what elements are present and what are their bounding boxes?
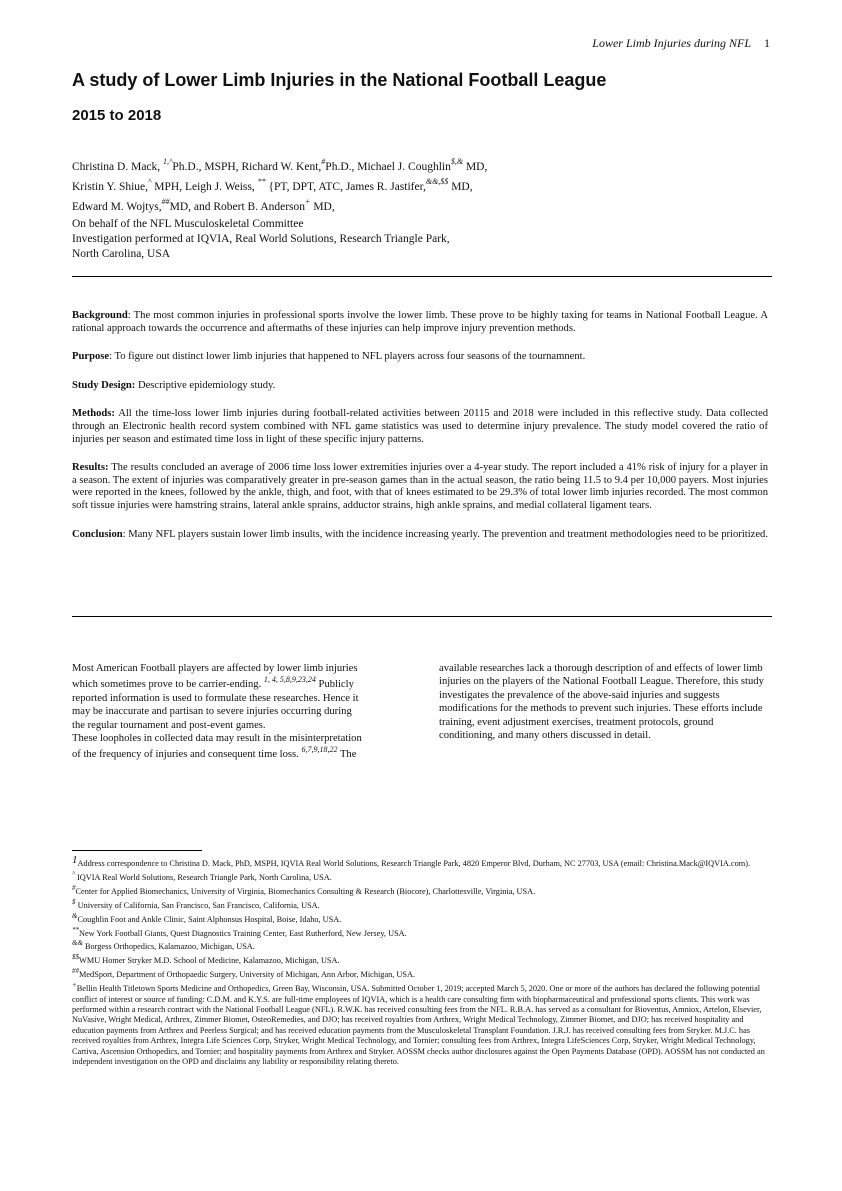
footnote-text: New York Football Giants, Quest Diagnostics Training Center, East Rutherford, New Jersey, USA. [79, 928, 407, 938]
paper-title: A study of Lower Limb Injuries in the National Football League [72, 70, 607, 90]
affiliation-mark: ## [161, 197, 170, 206]
author-degree: {PT, DPT, ATC, [268, 181, 343, 193]
author-block [72, 157, 772, 262]
footnote-mark: && [72, 939, 83, 948]
abstract-purpose [72, 351, 768, 364]
author-degree: Ph.D., [325, 161, 355, 173]
citation: 6,7,9,18,22 [301, 745, 338, 755]
footnote [72, 953, 772, 966]
body-line: reported information is used to formulate these researches. Hence it [72, 692, 359, 704]
author-name: Kristin Y. Shiue, [72, 181, 149, 193]
footnote-mark: $ [72, 897, 76, 906]
section-text: Descriptive epidemiology study. [135, 379, 276, 391]
body-column-right [439, 662, 772, 742]
author-name: Michael J. Coughlin [357, 161, 451, 173]
footnote [72, 869, 772, 883]
affiliation-mark: &&,$$ [425, 177, 449, 186]
affiliation-mark: ** [257, 177, 266, 186]
abstract-conclusion [72, 529, 768, 542]
body-line: Most American Football players are affected by lower limb injuries [72, 663, 358, 674]
author-name: Leigh J. Weiss, [184, 181, 255, 193]
footnote-text: Borgess Orthopedics, Kalamazoo, Michigan, USA. [82, 942, 255, 952]
affiliation-mark: ^ [148, 177, 152, 186]
section-label: Conclusion [72, 528, 123, 540]
footnote-text: Bellin Health Titletown Sports Medicine and Orthopedics, Green Bay, Wisconsin, USA. Submitted October 1, 2019; accepted March 5, 2020. One or more of the authors has declared the following potential conflict of interest or source of funding: C.D.M. and K.Y.S. are full-time employees of IQVIA, which is a health care consulting firm with biopharmaceutical and professional sports clients. This work was performed within a research contract with the National Football League (NFL). R.W.K. has received consulting fees from the NFL. R.B.A. has served as a consultant for Bioventus, Amniox, Artelon, Elsevier, NuVasive, Wright Medical, Arthrex, Zimmer Biomet, OsteoRemedies, and DJO; has received royalties from Arthrex, Wright Medical Technology, Zimmer Biomet, and DJO; has received hospitality and education payments from Arthrex and Peerless Surgical; and has received education payments from the Musculoskeletal Transplant Foundation. J.R.J. has received consulting fees from Stryker. M.J.C. has received royalties from Arthrex, Integra Life Sciences Corp, Stryker, Wright Medical Technology, and Tornier; consulting fees from Arthrex, Integra LifeSciences Corp, Stryker, Wright Medical Technology, Cartiva, Ascension Orthopedics, and Tornier; and hospitality payments from Arthrex and Stryker. AOSSM checks author disclosures against the Open Payments Database (OPD). AOSSM has not conducted an independent investigation on the OPD and disclaims any liability or responsibility relating thereto. [72, 984, 765, 1066]
author-line-3 [72, 197, 772, 217]
footnote-text: IQVIA Real World Solutions, Research Triangle Park, North Carolina, USA. [74, 872, 332, 882]
body-line: may be inaccurate and partisan to severe injuries occurring during [72, 706, 352, 718]
citation: 1, 4, 5,8,9,23,24 [263, 675, 316, 685]
footnote-mark: + [72, 981, 77, 990]
author-name: James R. Jastifer, [345, 181, 426, 193]
author-name: Richard W. Kent, [241, 161, 322, 173]
section-text: : Many NFL players sustain lower limb insults, with the incidence increasing yearly. The prevention and treatment methodologies need to be prioritized. [122, 528, 769, 540]
author-degree: MD, [313, 201, 335, 213]
body-text: which sometimes prove to be carrier-ending. [72, 679, 262, 691]
footnote [72, 897, 772, 911]
section-label: Methods: [72, 408, 115, 420]
footnote-text: Address correspondence to Christina D. Mack, PhD, MSPH, IQVIA Real World Solutions, Research Triangle Park, 4820 Emperor Blvd, Durham, NC 27703, USA (email: Christina.Mack@IQVIA.com). [77, 859, 751, 868]
body-column-left [72, 662, 402, 762]
section-label: Purpose [72, 351, 110, 363]
abstract-study-design [72, 380, 768, 393]
author-degree: MD, and [169, 201, 211, 213]
footnote-mark: ^ [72, 869, 75, 878]
body-text: The [339, 749, 357, 761]
author-name: Robert B. Anderson [213, 201, 306, 213]
running-head [592, 36, 770, 51]
footnote-divider [72, 850, 202, 851]
section-text: The results concluded an average of 2006 time loss lower extremities injuries over a 4-year study. The report included a 41% risk of injury for a player in a season. The extent of injuries was comparatively greater in pre-season games than in the actual season, the ratio being 11.5 to 9.4 per 10,000 payers. Most injuries were reported in the knees, followed by the ankle, thigh, and foot, with that of knees estimated to be 29.3% of total lower limb injuries recorded. The most common soft tissue injuries were hamstring strains, lateral ankle sprains, adductor strains, high ankle sprains, and medial collateral ligament tears. [72, 462, 768, 511]
footnote-text: MedSport, Department of Orthopaedic Surgery, University of Michigan, Ann Arbor, Michigan, USA. [79, 970, 416, 980]
divider [72, 616, 772, 617]
page-number: 1 [764, 36, 770, 50]
abstract-methods [72, 408, 768, 446]
footnote-mark: # [72, 883, 76, 892]
section-label: Background [72, 310, 128, 321]
institution-line: Investigation performed at IQVIA, Real World Solutions, Research Triangle Park, [72, 233, 450, 245]
footnote [72, 967, 772, 980]
running-head-title: Lower Limb Injuries during NFL [592, 36, 751, 50]
abstract [72, 310, 768, 557]
author-degree: MPH, [154, 181, 183, 193]
committee-line: On behalf of the NFL Musculoskeletal Committee [72, 218, 304, 230]
footnote [72, 981, 772, 1067]
author-degree: MD, [451, 181, 473, 193]
institution-line: North Carolina, USA [72, 248, 171, 260]
author-degree: MD, [465, 161, 488, 173]
body-line [72, 675, 402, 691]
footnote-text: Coughlin Foot and Ankle Clinic, Saint Alphonsus Hospital, Boise, Idaho, USA. [77, 914, 342, 924]
footnote [72, 925, 772, 939]
author-degree: Ph.D., MSPH, [172, 161, 239, 173]
footnote-mark: ## [72, 967, 79, 976]
section-text: All the time-loss lower limb injuries during football-related activities between 20115 and 2018 were included in this reflective study. Data collected through an Electronic health record system combined with NFL game statistics was used to determine injury prevalence. The study model covered the ratio of injuries per season and estimated time loss in light of these specific injury patterns. [72, 408, 768, 445]
paper-subtitle: 2015 to 2018 [72, 107, 162, 124]
affiliation-mark: # [321, 157, 326, 166]
footnote [72, 855, 772, 869]
author-line-2 [72, 177, 772, 197]
author-line-1 [72, 157, 772, 177]
body-line [72, 745, 402, 761]
footnote-text: University of California, San Francisco, San Francisco, California, USA. [75, 900, 320, 910]
author-name: Edward M. Wojtys, [72, 201, 162, 213]
section-text: : The most common injuries in professional sports involve the lower limb. These prove to be highly taxing for teams in National Football League. A rational approach towards the occurrence and aftermaths of these injuries can help improve injury prevention methods. [72, 310, 768, 334]
abstract-results [72, 462, 768, 512]
section-text: : To figure out distinct lower limb injuries that happened to NFL players across four seasons of the tournamnent. [109, 351, 586, 363]
footnote [72, 911, 772, 925]
affiliation-mark: $,& [450, 157, 464, 166]
section-label: Study Design: [72, 379, 136, 391]
footnote-text: WMU Homer Stryker M.D. School of Medicine, Kalamazoo, Michigan, USA. [79, 956, 340, 966]
footnote [72, 883, 772, 897]
footnote-mark: & [72, 911, 78, 920]
footnote-mark: 1 [72, 854, 78, 866]
body-paragraph: available researches lack a thorough description of and effects of lower limb injuries on the players of the National Football League. Therefore, this study investigates the prevalence of the above-said injuries and suggests modifications for the methods to prevent such injuries. These efforts include training, event adjustment exercises, treatment protocols, ground conditioning, and many others discussed in detail. [439, 663, 764, 742]
section-label: Results: [72, 462, 109, 474]
footnote-mark: $$ [72, 953, 79, 962]
affiliation-mark: + [305, 197, 311, 206]
body-text: of the frequency of injuries and consequent time loss. [72, 749, 299, 761]
footnote-text: Center for Applied Biomechanics, University of Virginia, Biomechanics Consulting & Research (Biocore), Charlottesville, Virginia, USA. [75, 886, 536, 896]
author-name: Christina D. Mack, [72, 161, 161, 173]
divider [72, 276, 772, 277]
body-text: Publicly [318, 679, 354, 691]
affiliation-mark: 1,^ [163, 157, 173, 166]
abstract-background [72, 310, 768, 335]
footnote-mark: ** [72, 925, 79, 934]
body-line: the regular tournament and post-event games. [72, 719, 266, 731]
body-line: These loopholes in collected data may result in the misinterpretation [72, 733, 362, 745]
footnotes [72, 855, 772, 1067]
footnote [72, 939, 772, 952]
